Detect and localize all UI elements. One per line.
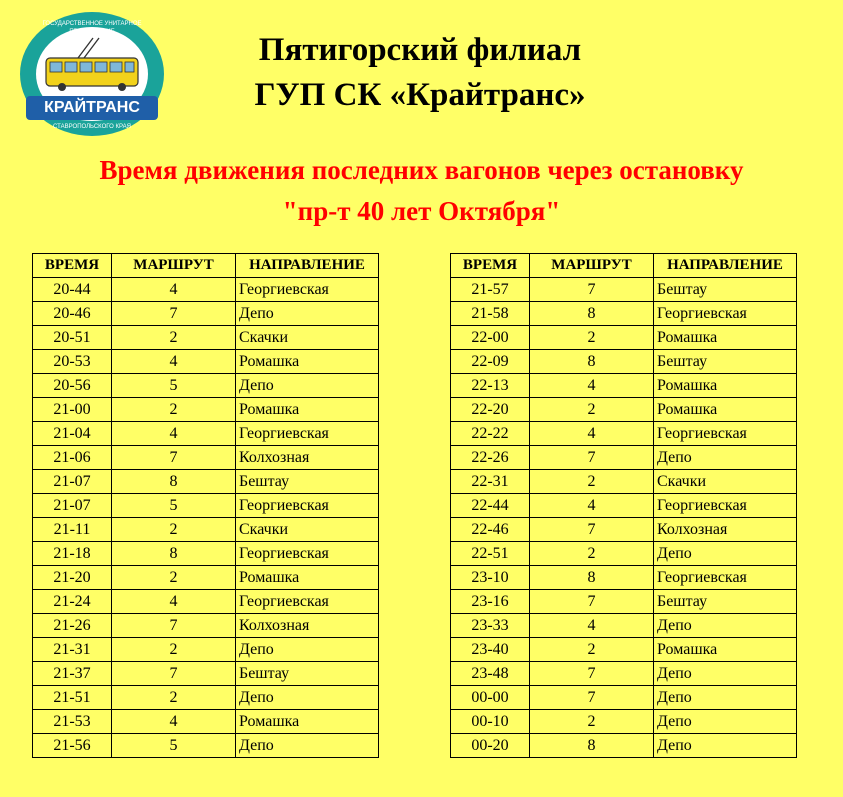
table-row: [451, 686, 797, 710]
cell-time: 21-00: [33, 398, 112, 422]
cell-route: 7: [530, 662, 654, 686]
cell-time: 22-31: [451, 470, 530, 494]
cell-direction: Ромашка: [654, 638, 797, 662]
cell-route: 7: [112, 302, 236, 326]
cell-direction: Депо: [654, 662, 797, 686]
cell-time: 00-20: [451, 734, 530, 758]
cell-time: 21-07: [33, 470, 112, 494]
cell-time: 22-51: [451, 542, 530, 566]
notice-line1: Время движения последних вагонов через остановку: [99, 155, 744, 185]
cell-route: 7: [530, 590, 654, 614]
cell-direction: Депо: [236, 374, 379, 398]
cell-time: 21-51: [33, 686, 112, 710]
cell-direction: Депо: [654, 710, 797, 734]
cell-direction: Ромашка: [236, 710, 379, 734]
header-time: ВРЕМЯ: [451, 254, 530, 278]
table-header-row: [451, 254, 797, 278]
cell-route: 8: [530, 566, 654, 590]
cell-route: 8: [112, 470, 236, 494]
cell-route: 7: [112, 662, 236, 686]
cell-direction: Георгиевская: [236, 542, 379, 566]
cell-time: 21-31: [33, 638, 112, 662]
cell-time: 23-33: [451, 614, 530, 638]
cell-direction: Георгиевская: [236, 590, 379, 614]
cell-route: 4: [112, 590, 236, 614]
header-direction: НАПРАВЛЕНИЕ: [654, 254, 797, 278]
notice-stop-name: "пр-т 40 лет Октября": [282, 196, 561, 226]
cell-time: 22-44: [451, 494, 530, 518]
cell-route: 4: [530, 422, 654, 446]
cell-direction: Георгиевская: [654, 566, 797, 590]
cell-direction: Ромашка: [654, 374, 797, 398]
cell-route: 2: [112, 638, 236, 662]
cell-route: 4: [112, 350, 236, 374]
table-row: [33, 494, 379, 518]
cell-time: 21-26: [33, 614, 112, 638]
cell-route: 5: [112, 374, 236, 398]
cell-route: 2: [530, 638, 654, 662]
cell-time: 23-48: [451, 662, 530, 686]
table-row: [451, 566, 797, 590]
cell-time: 20-56: [33, 374, 112, 398]
table-row: [451, 614, 797, 638]
table-row: [451, 446, 797, 470]
cell-direction: Колхозная: [236, 614, 379, 638]
cell-route: 8: [530, 350, 654, 374]
cell-route: 4: [530, 614, 654, 638]
cell-route: 8: [112, 542, 236, 566]
table-row: [33, 302, 379, 326]
cell-time: 22-13: [451, 374, 530, 398]
cell-direction: Бештау: [654, 590, 797, 614]
cell-direction: Колхозная: [236, 446, 379, 470]
cell-direction: Ромашка: [654, 398, 797, 422]
cell-direction: Георгиевская: [654, 302, 797, 326]
cell-direction: Ромашка: [236, 350, 379, 374]
cell-route: 4: [530, 374, 654, 398]
cell-time: 22-09: [451, 350, 530, 374]
cell-time: 21-11: [33, 518, 112, 542]
cell-route: 2: [112, 518, 236, 542]
table-row: [451, 590, 797, 614]
cell-time: 20-46: [33, 302, 112, 326]
org-title-line1: Пятигорский филиал: [258, 32, 582, 68]
table-row: [451, 470, 797, 494]
logo-brand-text: КРАЙТРАНС: [44, 99, 140, 116]
cell-route: 2: [112, 398, 236, 422]
table-row: [33, 638, 379, 662]
cell-direction: Депо: [236, 638, 379, 662]
cell-time: 00-10: [451, 710, 530, 734]
table-row: [451, 518, 797, 542]
cell-direction: Ромашка: [236, 398, 379, 422]
cell-direction: Депо: [654, 734, 797, 758]
cell-route: 4: [112, 710, 236, 734]
cell-time: 21-56: [33, 734, 112, 758]
table-row: [33, 278, 379, 302]
cell-time: 22-46: [451, 518, 530, 542]
cell-time: 22-22: [451, 422, 530, 446]
table-row: [33, 686, 379, 710]
cell-time: 21-06: [33, 446, 112, 470]
table-header-row: [33, 254, 379, 278]
table-row: [33, 590, 379, 614]
cell-route: 7: [530, 518, 654, 542]
table-row: [451, 494, 797, 518]
cell-route: 2: [112, 326, 236, 350]
cell-route: 4: [530, 494, 654, 518]
cell-route: 7: [112, 446, 236, 470]
table-row: [33, 446, 379, 470]
cell-direction: Георгиевская: [236, 422, 379, 446]
table-row: [451, 398, 797, 422]
cell-time: 23-16: [451, 590, 530, 614]
table-row: [451, 326, 797, 350]
table-row: [451, 350, 797, 374]
cell-direction: Бештау: [654, 278, 797, 302]
cell-route: 7: [530, 446, 654, 470]
cell-time: 22-20: [451, 398, 530, 422]
header-route: МАРШРУТ: [112, 254, 236, 278]
logo-region-text: СТАВРОПОЛЬСКОГО КРАЯ: [53, 124, 131, 130]
table-row: [451, 662, 797, 686]
schedule-table-left: [32, 253, 379, 758]
table-row: [33, 662, 379, 686]
cell-direction: Скачки: [236, 518, 379, 542]
header-time: ВРЕМЯ: [33, 254, 112, 278]
cell-direction: Колхозная: [654, 518, 797, 542]
cell-time: 21-18: [33, 542, 112, 566]
cell-direction: Скачки: [236, 326, 379, 350]
cell-direction: Бештау: [236, 470, 379, 494]
cell-route: 2: [530, 710, 654, 734]
cell-time: 21-53: [33, 710, 112, 734]
table-row: [33, 374, 379, 398]
table-row: [33, 710, 379, 734]
cell-direction: Депо: [654, 614, 797, 638]
cell-route: 4: [112, 422, 236, 446]
cell-route: 7: [530, 278, 654, 302]
table-row: [33, 470, 379, 494]
cell-route: 5: [112, 734, 236, 758]
table-row: [33, 734, 379, 758]
cell-time: 21-57: [451, 278, 530, 302]
cell-direction: Ромашка: [654, 326, 797, 350]
table-row: [451, 542, 797, 566]
cell-time: 20-53: [33, 350, 112, 374]
header-route: МАРШРУТ: [530, 254, 654, 278]
table-row: [33, 422, 379, 446]
table-row: [451, 302, 797, 326]
table-row: [451, 638, 797, 662]
cell-direction: Георгиевская: [654, 422, 797, 446]
cell-route: 2: [112, 686, 236, 710]
cell-route: 5: [112, 494, 236, 518]
cell-direction: Депо: [236, 302, 379, 326]
cell-route: 2: [530, 326, 654, 350]
cell-direction: Георгиевская: [236, 278, 379, 302]
cell-route: 2: [112, 566, 236, 590]
table-row: [451, 278, 797, 302]
cell-direction: Бештау: [654, 350, 797, 374]
cell-route: 2: [530, 542, 654, 566]
kraitrans-logo: [18, 10, 166, 138]
table-row: [33, 566, 379, 590]
cell-direction: Депо: [654, 446, 797, 470]
cell-time: 23-40: [451, 638, 530, 662]
table-row: [451, 734, 797, 758]
cell-route: 4: [112, 278, 236, 302]
cell-route: 8: [530, 302, 654, 326]
cell-route: 8: [530, 734, 654, 758]
cell-direction: Депо: [236, 734, 379, 758]
table-row: [451, 422, 797, 446]
cell-direction: Депо: [654, 542, 797, 566]
cell-route: 7: [112, 614, 236, 638]
cell-time: 23-10: [451, 566, 530, 590]
cell-time: 21-07: [33, 494, 112, 518]
table-row: [451, 374, 797, 398]
cell-time: 20-51: [33, 326, 112, 350]
table-row: [33, 398, 379, 422]
cell-route: 7: [530, 686, 654, 710]
cell-route: 2: [530, 470, 654, 494]
cell-time: 21-24: [33, 590, 112, 614]
cell-direction: Депо: [654, 686, 797, 710]
cell-time: 21-20: [33, 566, 112, 590]
cell-time: 21-37: [33, 662, 112, 686]
table-row: [33, 326, 379, 350]
cell-direction: Георгиевская: [654, 494, 797, 518]
cell-direction: Ромашка: [236, 566, 379, 590]
cell-direction: Георгиевская: [236, 494, 379, 518]
table-row: [33, 518, 379, 542]
header-direction: НАПРАВЛЕНИЕ: [236, 254, 379, 278]
table-row: [33, 350, 379, 374]
cell-time: 00-00: [451, 686, 530, 710]
cell-direction: Бештау: [236, 662, 379, 686]
cell-route: 2: [530, 398, 654, 422]
org-title-line2: ГУП СК «Крайтранс»: [254, 77, 586, 113]
table-row: [451, 710, 797, 734]
cell-time: 22-26: [451, 446, 530, 470]
logo-arc-text: ГОСУДАРСТВЕННОЕ УНИТАРНОЕ ПРЕДПРИЯТИЕ: [42, 21, 142, 35]
cell-time: 21-58: [451, 302, 530, 326]
cell-direction: Депо: [236, 686, 379, 710]
cell-direction: Скачки: [654, 470, 797, 494]
cell-time: 21-04: [33, 422, 112, 446]
schedule-table-right: [450, 253, 797, 758]
cell-time: 20-44: [33, 278, 112, 302]
cell-time: 22-00: [451, 326, 530, 350]
table-row: [33, 614, 379, 638]
table-row: [33, 542, 379, 566]
